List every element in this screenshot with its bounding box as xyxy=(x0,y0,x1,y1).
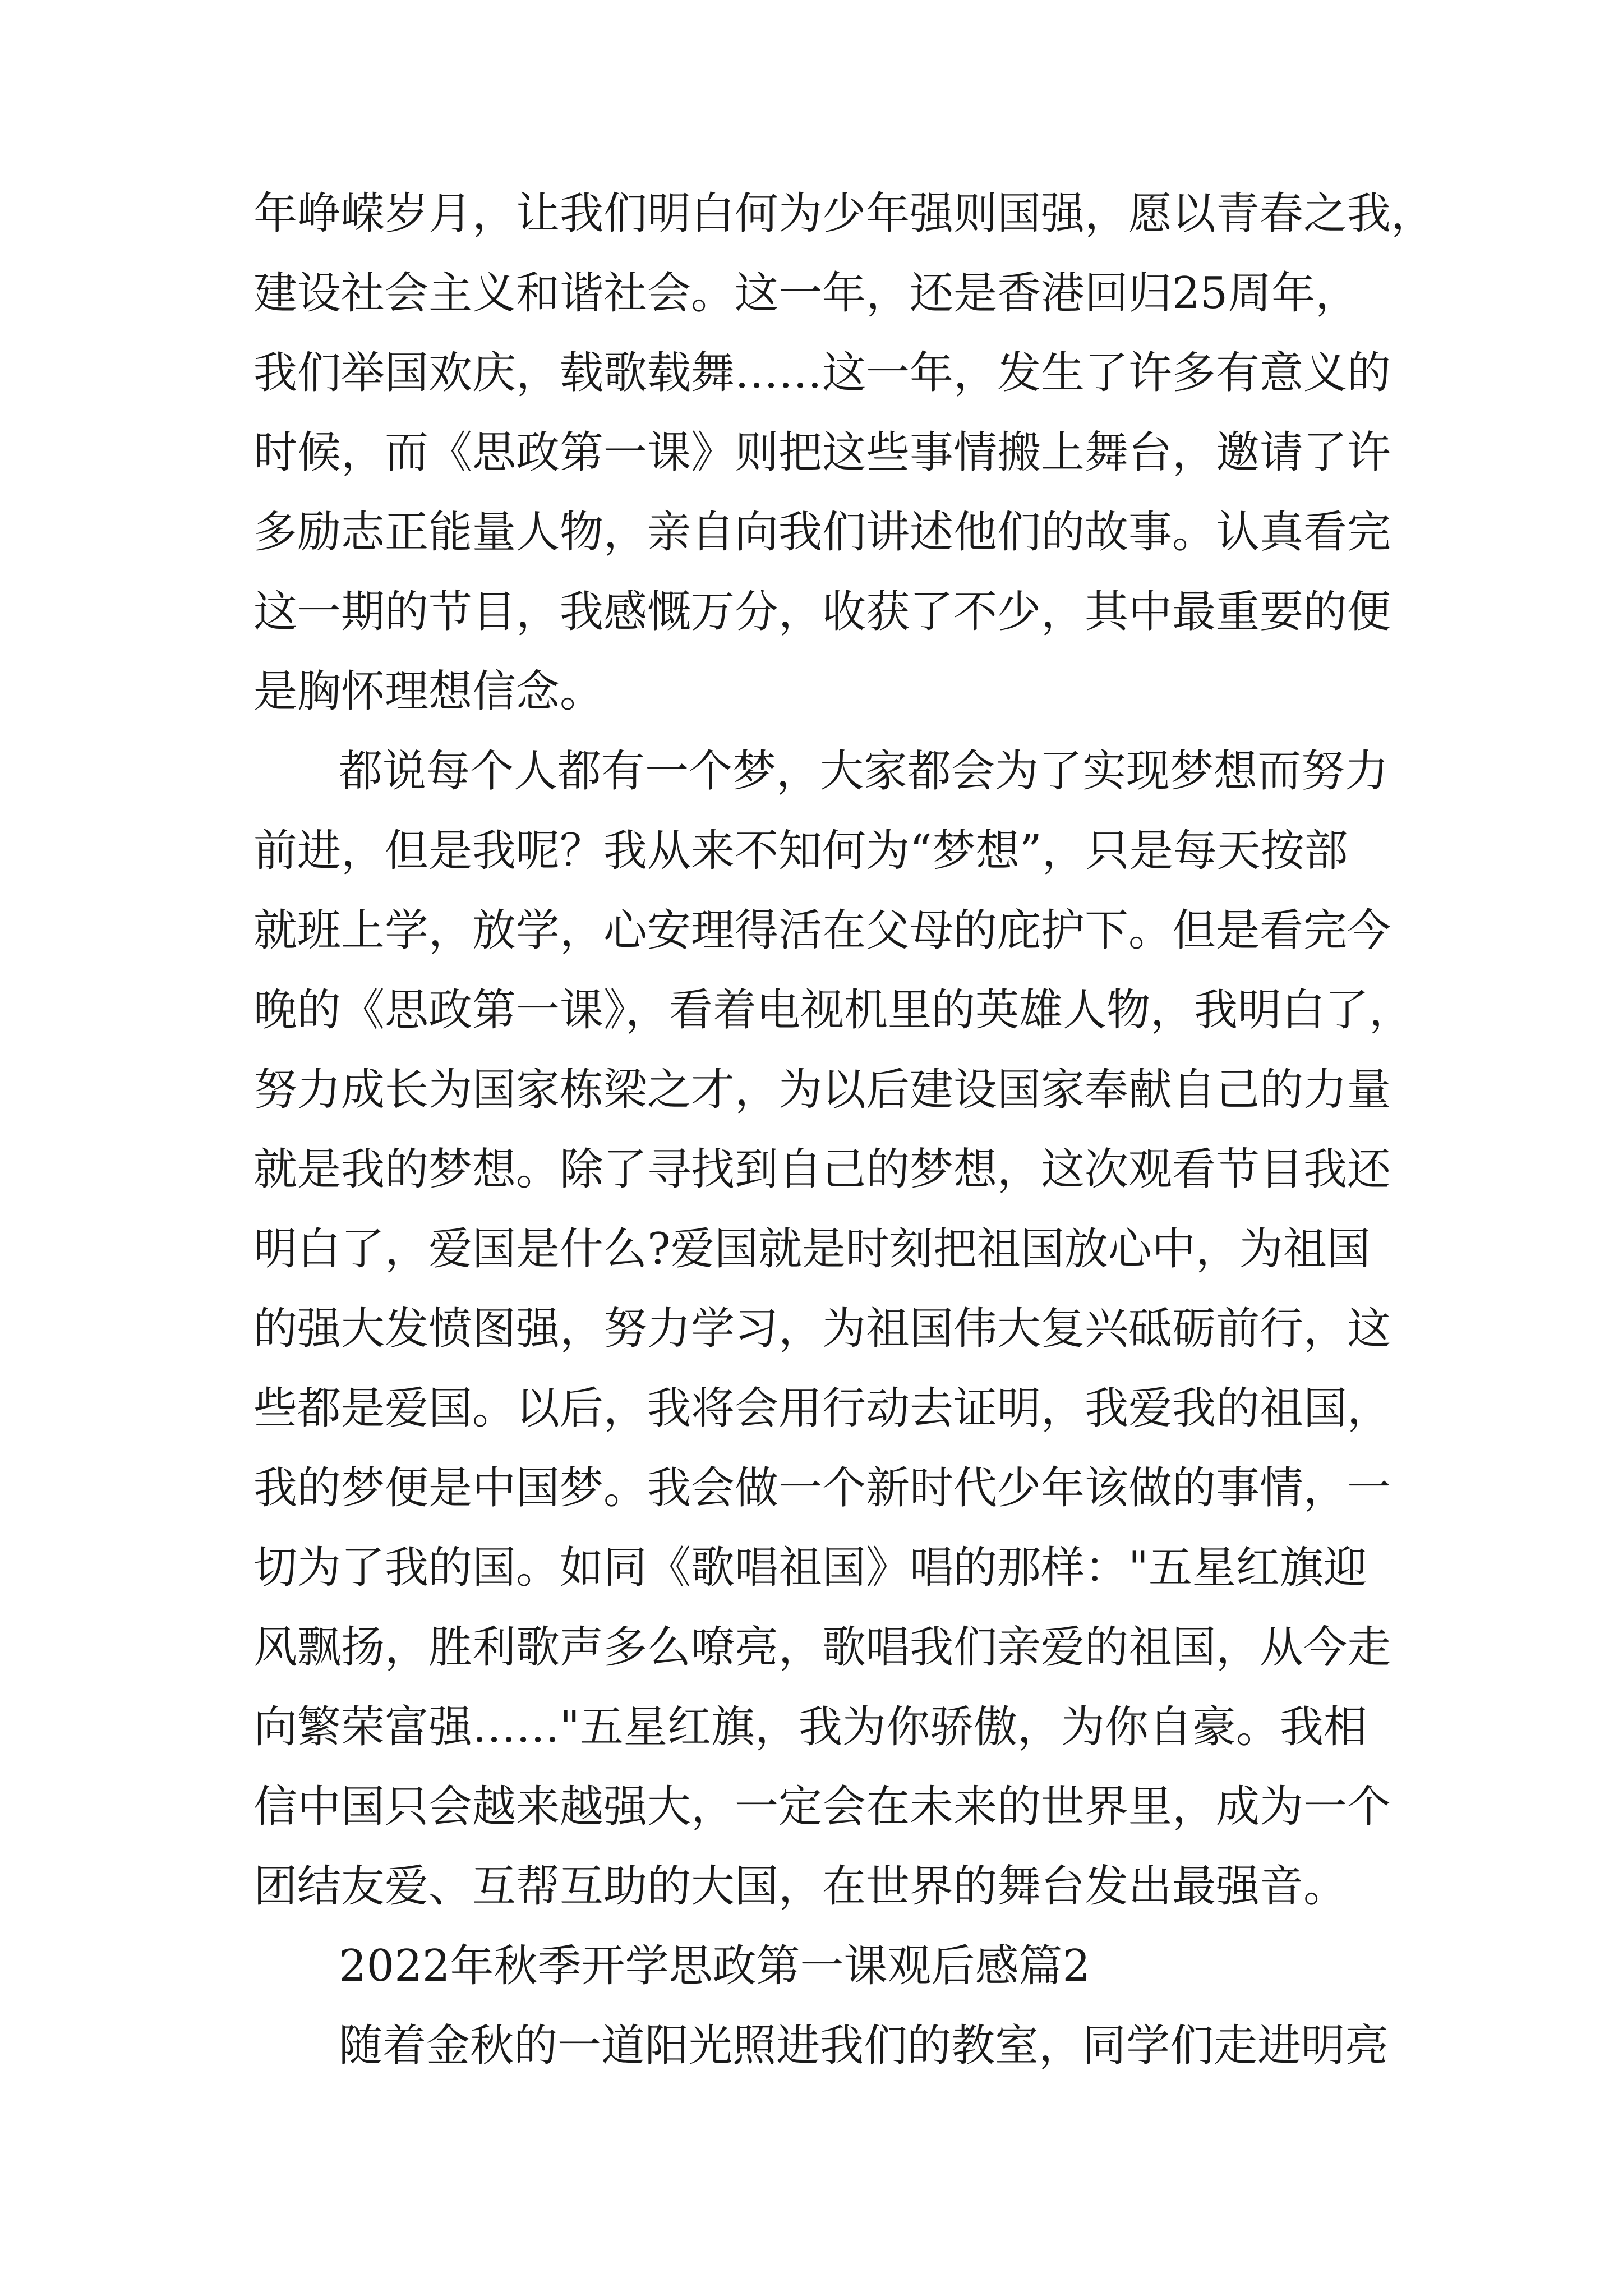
document-body xyxy=(253,174,1435,2086)
text-line: 是胸怀理想信念。 xyxy=(253,666,604,717)
text-line: 建设社会主义和谐社会。这一年，还是香港回归25周年， xyxy=(253,268,1359,319)
text-line: 就是我的梦想。除了寻找到自己的梦想，这次观看节目我还 xyxy=(253,1144,1391,1195)
text-line: 向繁荣富强……"五星红旗，我为你骄傲，为你自豪。我相 xyxy=(253,1702,1367,1752)
text-line: 切为了我的国。如同《歌唱祖国》唱的那样："五星红旗迎 xyxy=(253,1543,1367,1593)
text-line: 的强大发愤图强，努力学习，为祖国伟大复兴砥砺前行，这 xyxy=(253,1304,1391,1354)
text-line: 努力成长为国家栋梁之才，为以后建设国家奉献自己的力量 xyxy=(253,1065,1391,1115)
text-line: 我们举国欢庆，载歌载舞……这一年，发生了许多有意义的 xyxy=(253,348,1391,398)
text-line: 就班上学，放学，心安理得活在父母的庇护下。但是看完今 xyxy=(253,905,1391,956)
text-line: 晚的《思政第一课》，看着电视机里的英雄人物，我明白了， xyxy=(253,985,1413,1036)
text-line: 信中国只会越来越强大，一定会在未来的世界里，成为一个 xyxy=(253,1782,1391,1832)
section-heading: 2022年秋季开学思政第一课观后感篇2 xyxy=(339,1941,1091,1991)
text-line: 团结友爱、互帮互助的大国，在世界的舞台发出最强音。 xyxy=(253,1861,1348,1912)
text-line: 多励志正能量人物，亲自向我们讲述他们的故事。认真看完 xyxy=(253,507,1391,558)
text-line: 风飘扬，胜利歌声多么嘹亮，歌唱我们亲爱的祖国，从今走 xyxy=(253,1622,1391,1673)
paragraph-first-line: 都说每个人都有一个梦，大家都会为了实现梦想而努力 xyxy=(339,746,1389,797)
text-line: 前进，但是我呢？我从来不知何为“梦想”，只是每天按部 xyxy=(253,826,1348,876)
text-line: 我的梦便是中国梦。我会做一个新时代少年该做的事情，一 xyxy=(253,1463,1391,1513)
text-line: 这一期的节目，我感慨万分，收获了不少，其中最重要的便 xyxy=(253,587,1391,637)
text-line: 年峥嵘岁月，让我们明白何为少年强则国强，愿以青春之我， xyxy=(253,188,1435,239)
text-line: 时候，而《思政第一课》则把这些事情搬上舞台，邀请了许 xyxy=(253,427,1391,478)
paragraph-first-line: 随着金秋的一道阳光照进我们的教室，同学们走进明亮 xyxy=(339,2021,1389,2071)
text-line: 明白了，爱国是什么?爱国就是时刻把祖国放心中，为祖国 xyxy=(253,1224,1371,1274)
text-line: 些都是爱国。以后，我将会用行动去证明，我爱我的祖国， xyxy=(253,1383,1391,1434)
